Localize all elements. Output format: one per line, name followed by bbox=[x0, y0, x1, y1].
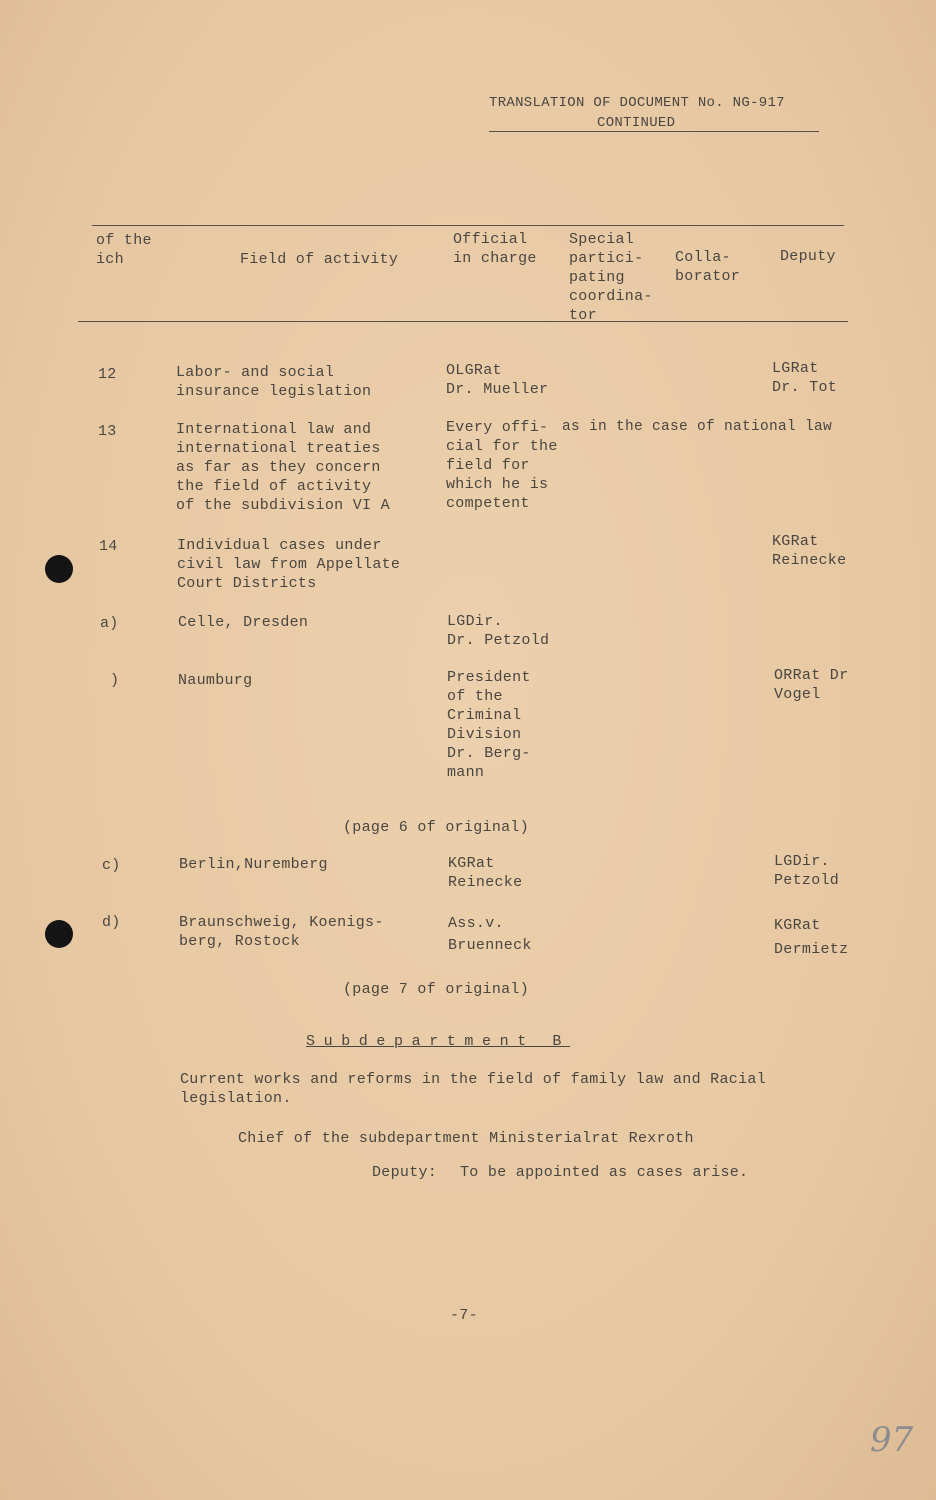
table-row-official: LGDir. Dr. Petzold bbox=[447, 613, 550, 649]
table-row-deputy: ORRat Dr Vogel bbox=[774, 667, 849, 703]
table-row-deputy: LGRat Dr. Tot bbox=[772, 360, 838, 396]
table-row-field: Celle, Dresden bbox=[178, 614, 309, 631]
table-row-official: OLGRat Dr. Mueller bbox=[446, 362, 549, 398]
punch-hole bbox=[45, 920, 73, 948]
table-row-number: 12 bbox=[98, 366, 117, 383]
subdepartment-deputy-value: To be appointed as cases arise. bbox=[460, 1164, 749, 1181]
table-row-official: Ass.v. Bruenneck bbox=[448, 915, 532, 954]
table-row-number: c) bbox=[102, 857, 121, 874]
table-row-official: Every offi- cial for the field for which he is competent bbox=[446, 419, 558, 512]
col-header-field: Field of activity bbox=[240, 251, 399, 268]
table-row-number: 13 bbox=[98, 423, 117, 440]
subdepartment-deputy-label: Deputy: bbox=[372, 1164, 438, 1181]
table-row-field: Berlin,Nuremberg bbox=[179, 856, 328, 873]
col-header-official: Official in charge bbox=[453, 231, 537, 267]
page-note: (page 7 of original) bbox=[343, 981, 530, 998]
table-row-number: ) bbox=[110, 672, 120, 689]
table-row-special-note: as in the case of national law bbox=[562, 419, 833, 435]
table-header-bottom-rule bbox=[78, 321, 848, 322]
document-header-title: TRANSLATION OF DOCUMENT No. NG-917 bbox=[489, 95, 785, 111]
punch-hole bbox=[45, 555, 73, 583]
document-header-continued: CONTINUED bbox=[597, 115, 676, 131]
table-row-deputy: KGRat Dermietz bbox=[774, 917, 849, 958]
table-row-deputy: KGRat Reinecke bbox=[772, 533, 847, 569]
subdepartment-description: Current works and reforms in the field of family law and Racial legislation. bbox=[180, 1071, 766, 1107]
header-underline bbox=[489, 131, 819, 132]
handwritten-folio-number: 97 bbox=[870, 1420, 914, 1460]
subdepartment-title: Subdepartment B bbox=[306, 1033, 571, 1050]
table-row-official: President of the Criminal Division Dr. Berg- mann bbox=[447, 669, 531, 781]
col-header-collaborator: Colla- borator bbox=[675, 249, 741, 285]
table-row-field: Individual cases under civil law from Appellate Court Districts bbox=[177, 537, 401, 592]
table-row-deputy: LGDir. Petzold bbox=[774, 853, 840, 889]
page-note: (page 6 of original) bbox=[343, 819, 530, 836]
table-row-field: International law and international treaties as far as they concern the field of activity of the subdivision VI A bbox=[176, 421, 390, 514]
col-header-special: Special partici- pating coordina- tor bbox=[569, 231, 653, 324]
col-header-number: of the ich bbox=[96, 232, 152, 268]
table-top-rule bbox=[92, 225, 844, 226]
table-row-number: a) bbox=[100, 615, 119, 632]
table-row-number: d) bbox=[102, 914, 121, 931]
table-row-field: Labor- and social insurance legislation bbox=[176, 364, 372, 400]
table-row-official: KGRat Reinecke bbox=[448, 855, 523, 891]
table-row-field: Braunschweig, Koenigs- berg, Rostock bbox=[179, 914, 384, 950]
table-row-field: Naumburg bbox=[178, 672, 253, 689]
subdepartment-chief: Chief of the subdepartment Ministerialrat Rexroth bbox=[238, 1130, 694, 1147]
page-number: -7- bbox=[450, 1307, 478, 1324]
table-row-number: 14 bbox=[99, 538, 118, 555]
col-header-deputy: Deputy bbox=[780, 248, 836, 265]
